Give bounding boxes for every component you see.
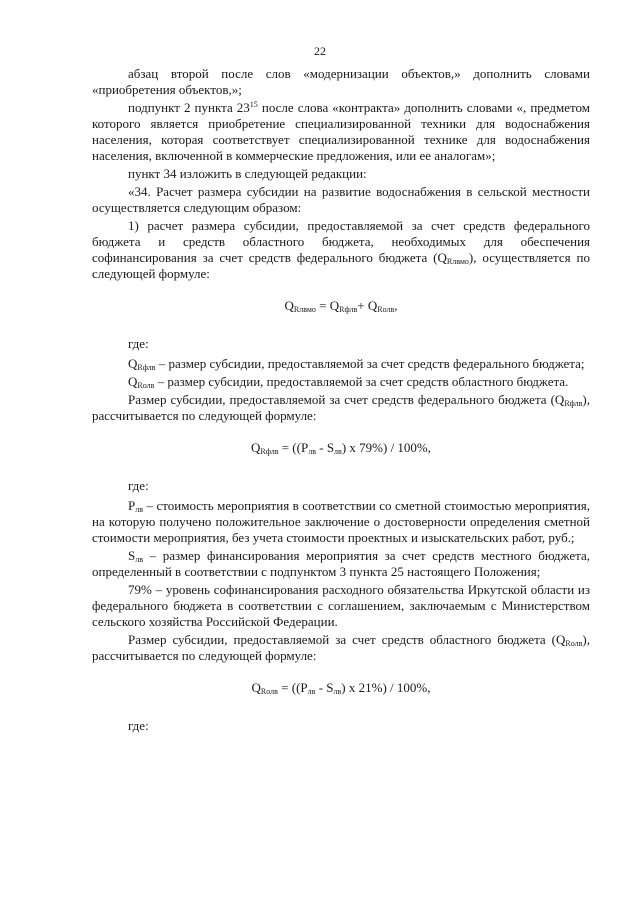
paragraph-2: подпункт 2 пункта $23^{15}$ после слова «контракта» дополнить словами «, предметом которого является приобретение специализированной техники для водоснабжения населения, которая соответствует специализированной технике для водоснабжения населения, включенной в коммерческие предложения, или ее аналогам»; xyxy=(92,100,590,163)
definition-79-percent: 79% – уровень софинансирования расходного обязательства Иркутской области из федерального бюджета в соответствии с соглашением, заключаемым с Министерством сельского хозяйства Российской Федерации. xyxy=(92,582,590,629)
definition-p-lv: $P_{лв}$ – стоимость мероприятия в соответствии со сметной стоимостью мероприятия, на которую получено положительное заключение о достоверности определения сметной стоимости мероприятия, без учета стоимости проектных и изыскательских работ, руб.; xyxy=(92,498,590,545)
page-number: 22 xyxy=(314,44,326,58)
paragraph-4: «34. Расчет размера субсидии на развитие водоснабжения в сельской местности осуществляется следующим образом: xyxy=(92,184,590,215)
definition-q-rflv: $Q_{Rфлв}$ – размер субсидии, предоставляемой за счет средств федерального бюджета; xyxy=(128,356,585,372)
paragraph-3: пункт 34 изложить в следующей редакции: xyxy=(128,166,367,181)
formula-1: $Q_{Rлвмо} = Q_{Rфлв}+ Q_{Rолв}$, xyxy=(284,298,398,314)
paragraph-5: 1) расчет размера субсидии, предоставляемой за счет средств федерального бюджета и средств областного бюджета, необходимых для обеспечения софинансирования за счет средств федерального бюджета $(Q_{Rлвмо})$, осуществляется по следующей формуле: xyxy=(92,218,590,281)
where-label-2: где: xyxy=(128,478,149,493)
document-body xyxy=(92,66,590,738)
paragraph-1: абзац второй после слов «модернизации объектов,» дополнить словами «приобретения объектов,»; xyxy=(92,66,590,97)
formula-3: $Q_{Rолв} = ((P_{лв} - S_{лв})$ x 21%) / 100%, xyxy=(251,680,431,696)
definition-q-rolv: $Q_{Rолв}$ – размер субсидии, предоставляемой за счет средств областного бюджета. xyxy=(128,374,569,390)
definition-s-lv: $S_{лв}$ – размер финансирования мероприятия за счет средств местного бюджета, определенный в соответствии с подпунктом 3 пункта 25 настоящего Положения; xyxy=(92,548,590,579)
where-label-3: где: xyxy=(128,718,149,733)
where-label-1: где: xyxy=(128,336,149,351)
paragraph-7: Размер субсидии, предоставляемой за счет средств областного бюджета $(Q_{Rолв})$, рассчитывается по следующей формуле: xyxy=(92,632,590,663)
paragraph-6: Размер субсидии, предоставляемой за счет средств федерального бюджета $(Q_{Rфлв})$, рассчитывается по следующей формуле: xyxy=(92,392,590,423)
formula-2: $Q_{Rфлв} = ((P_{лв} - S_{лв})$ x 79%) / 100%, xyxy=(250,440,432,456)
